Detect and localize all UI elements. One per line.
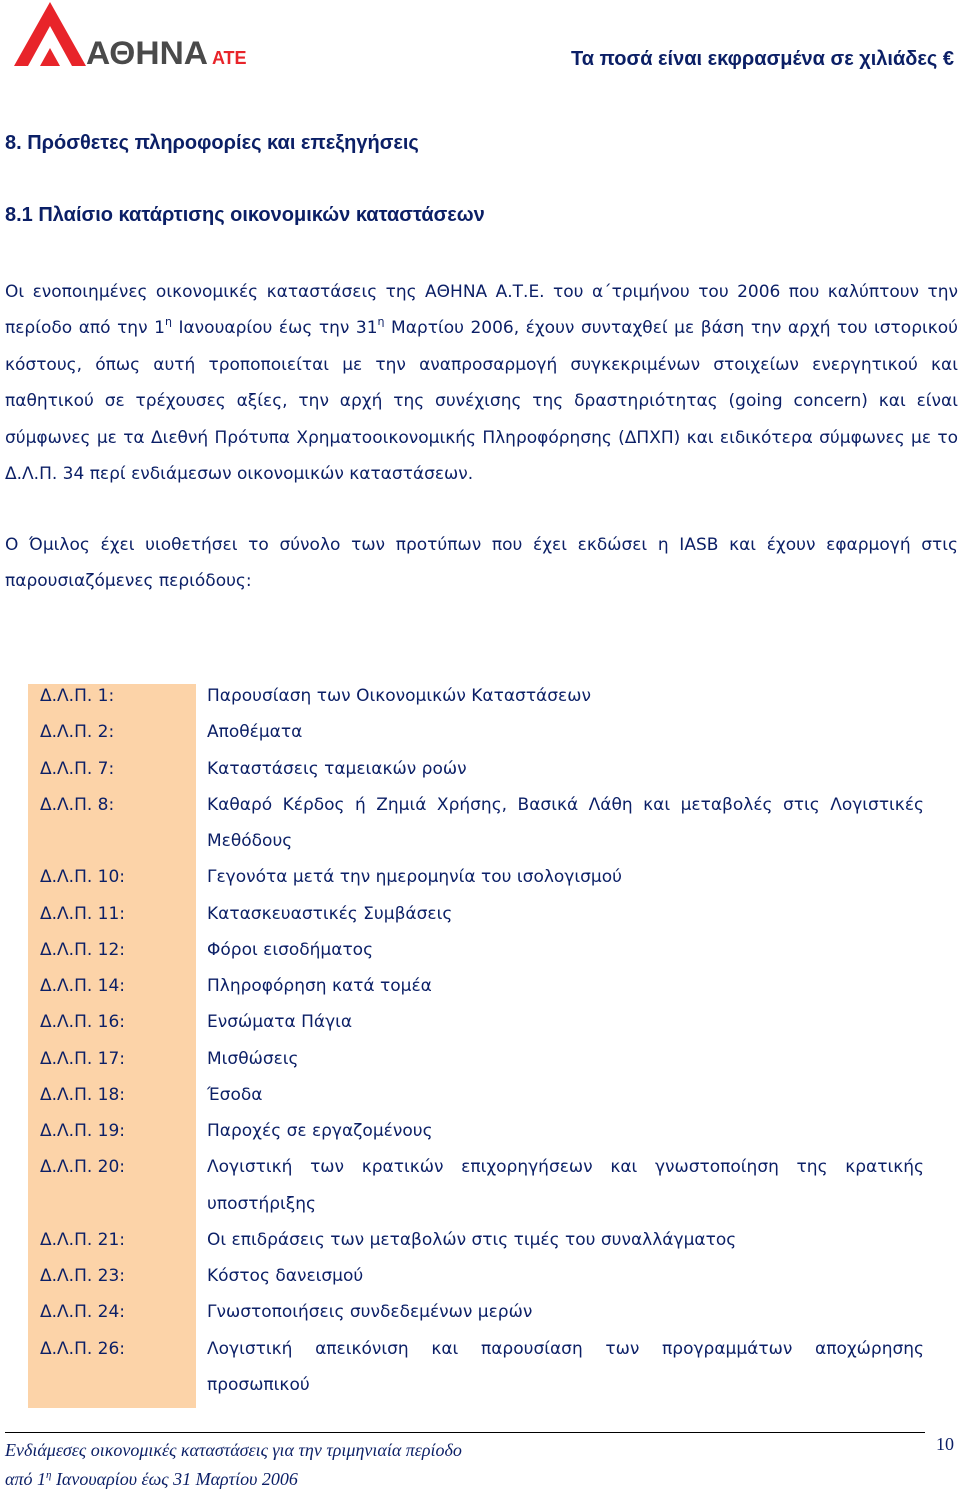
list-item: [0, 1041, 960, 1077]
ordinal-superscript: η: [377, 315, 385, 329]
list-item: [0, 932, 960, 968]
ias-intro-paragraph: Ο Όμιλος έχει υιοθετήσει το σύνολο των προτύπων που έχει εκδώσει η IASB και έχουν εφαρμογή στις παρουσιαζόμενες περιόδους:: [5, 535, 958, 592]
list-item: [0, 1258, 960, 1294]
ias-title: Λογιστική απεικόνιση και παρουσίαση των προγραμμάτων αποχώρησης προσωπικού: [207, 1338, 924, 1395]
framework-paragraph: [5, 274, 958, 492]
ias-code: Δ.Λ.Π. 21:: [40, 1229, 126, 1250]
logo-mark-icon: [12, 2, 252, 72]
ias-title: Ενσώματα Πάγια: [207, 1012, 353, 1033]
list-item: [0, 968, 960, 1004]
footer-divider: [5, 1432, 925, 1433]
list-item: [0, 1077, 960, 1113]
list-item: [0, 1294, 960, 1330]
ias-code: Δ.Λ.Π. 2:: [40, 722, 115, 743]
footer-period-caption: [5, 1436, 462, 1494]
list-item: [0, 787, 960, 860]
list-item: [0, 1004, 960, 1040]
ias-code: Δ.Λ.Π. 18:: [40, 1084, 126, 1105]
ias-code: Δ.Λ.Π. 17:: [40, 1048, 126, 1069]
ias-title: Κόστος δανεισμού: [207, 1266, 364, 1286]
ias-code: Δ.Λ.Π. 16:: [40, 1012, 126, 1033]
logo-name: ΑΘΗΝΑ: [86, 35, 208, 71]
company-logo: [12, 2, 252, 72]
ias-title: Οι επιδράσεις των μεταβολών στις τιμές του συναλλάγματος: [207, 1229, 737, 1250]
list-item: [0, 678, 960, 714]
list-item: [0, 1331, 960, 1404]
ias-code: Δ.Λ.Π. 20:: [40, 1157, 126, 1178]
list-item: [0, 859, 960, 895]
footer-line-1: Ενδιάμεσες οικονομικές καταστάσεις για την τριμηνιαία περίοδο: [5, 1440, 462, 1460]
ias-title: Γνωστοποιήσεις συνδεδεμένων μερών: [207, 1302, 533, 1323]
list-item: [0, 1149, 960, 1222]
ias-title: Γεγονότα μετά την ημερομηνία του ισολογισμού: [207, 867, 622, 888]
list-item: [0, 1113, 960, 1149]
amounts-note: Τα ποσά είναι εκφρασμένα σε χιλιάδες €: [570, 48, 954, 70]
list-item: [0, 751, 960, 787]
footer-line-2-end: Ιανουαρίου έως 31 Μαρτίου 2006: [51, 1469, 298, 1489]
ias-title: Παροχές σε εργαζομένους: [207, 1121, 433, 1141]
ias-code: Δ.Λ.Π. 14:: [40, 976, 126, 996]
list-item: [0, 896, 960, 932]
ias-title: Αποθέματα: [207, 722, 303, 743]
ias-code: Δ.Λ.Π. 23:: [40, 1266, 126, 1286]
ias-title: Παρουσίαση των Οικονομικών Καταστάσεων: [207, 686, 591, 706]
footer-line-2-start: από 1: [5, 1469, 46, 1489]
framework-text-part1: Οι ενοποιημένες οικονομικές καταστάσεις της ΑΘΗΝΑ Α.Τ.Ε. του α΄τριμήνου του 2006 που καλύπτουν την περίοδο από την 1: [5, 282, 958, 339]
list-item: [0, 1222, 960, 1258]
ias-title: Καθαρό Κέρδος ή Ζημιά Χρήσης, Βασικά Λάθη και μεταβολές στις Λογιστικές Μεθόδους: [207, 794, 924, 851]
ias-code: Δ.Λ.Π. 1:: [40, 686, 115, 706]
ias-title: Μισθώσεις: [207, 1048, 299, 1069]
ias-title: Έσοδα: [207, 1084, 263, 1105]
section-subtitle: 8.1 Πλαίσιο κατάρτισης οικονομικών καταστάσεων: [5, 204, 485, 226]
ias-title: Φόροι εισοδήματος: [207, 939, 374, 960]
page-number: 10: [936, 1434, 954, 1454]
ias-code: Δ.Λ.Π. 24:: [40, 1302, 126, 1323]
framework-text-part3: Μαρτίου 2006, έχουν συνταχθεί με βάση την αρχή του ιστορικού κόστους, όπως αυτή τροποποιείται με την αναπροσαρμογή συγκεκριμένων στοιχείων ενεργητικού και παθητικού σε τρέχουσες αξίες, την αρχή της συνέχισης της δραστηριότητας (going concern) και είναι σύμφωνες με τα Διεθνή Πρότυπα Χρηματοοικονομικής Πληροφόρησης (ΔΠΧΠ) και ειδικότερα σύμφωνες με το Δ.Λ.Π. 34 περί ενδιάμεσων οικονομικών καταστάσεων.: [5, 318, 958, 485]
ias-title: Λογιστική των κρατικών επιχορηγήσεων και γνωστοποίηση της κρατικής υποστήριξης: [207, 1157, 924, 1214]
ias-code: Δ.Λ.Π. 26:: [40, 1338, 126, 1359]
ordinal-superscript: η: [164, 315, 172, 329]
ias-code: Δ.Λ.Π. 11:: [40, 903, 126, 924]
logo-suffix: ΑΤΕ: [212, 48, 247, 68]
framework-text-part2: Ιανουαρίου έως την 31: [171, 318, 378, 339]
ias-standards-list: [0, 678, 960, 1403]
ias-code: Δ.Λ.Π. 12:: [40, 939, 126, 960]
ias-code: Δ.Λ.Π. 19:: [40, 1121, 126, 1141]
ias-title: Κατασκευαστικές Συμβάσεις: [207, 903, 453, 924]
list-item: [0, 714, 960, 750]
ias-title: Πληροφόρηση κατά τομέα: [207, 976, 432, 996]
section-title: 8. Πρόσθετες πληροφορίες και επεξηγήσεις: [5, 132, 419, 154]
ias-code: Δ.Λ.Π. 7:: [40, 758, 115, 779]
ordinal-superscript: η: [45, 1469, 52, 1481]
ias-code: Δ.Λ.Π. 10:: [40, 867, 126, 888]
ias-code: Δ.Λ.Π. 8:: [40, 794, 115, 815]
ias-title: Καταστάσεις ταμειακών ροών: [207, 758, 467, 779]
